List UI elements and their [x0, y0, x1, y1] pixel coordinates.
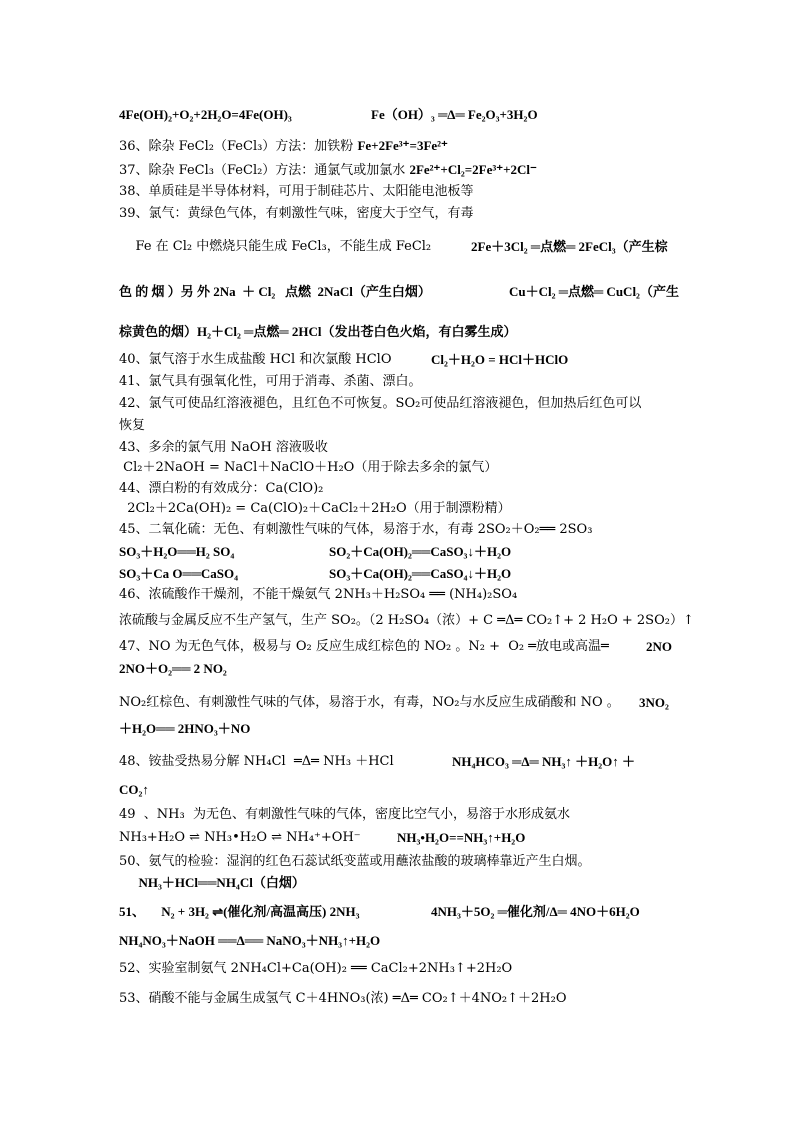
- line-48b: CO₂↑: [119, 782, 149, 797]
- line-1: 4Fe(OH)₂+O₂+2H₂O=4Fe(OH)₃ Fe（OH）₃ ═Δ═ Fe₂O₃+3H₂O: [119, 107, 538, 122]
- line-52: 52、实验室制氨气 2NH₄Cl+Ca(OH)₂ ══ CaCl₂+2NH₃↑+2H₂O: [119, 961, 513, 976]
- line-42b: 恢复: [119, 418, 146, 433]
- line-46b: 浓硫酸与金属反应不生产氢气，生产 SO₂。（2 H₂SO₄（浓）+ C ═Δ═ CO₂↑+ 2 H₂O + 2SO₂）↑: [119, 613, 694, 628]
- line-41: 41、氯气具有强氧化性，可用于消毒、杀菌、漂白。: [119, 374, 422, 389]
- line-39c: 色 的 烟 ）另 外 2Na ＋ Cl₂ 点燃 2NaCl（产生白烟） Cu＋Cl₂ ═点燃═ CuCl₂（产生: [119, 284, 679, 299]
- line-36: 36、除杂 FeCl₂（FeCl₃）方法：加铁粉 Fe+2Fe³⁺=3Fe²⁺: [119, 138, 448, 154]
- line-44b: 2Cl₂＋2Ca(OH)₂ = Ca(ClO)₂＋CaCl₂＋2H₂O（用于制漂粉精）: [119, 501, 511, 516]
- line-47c: NO₂红棕色、有刺激性气味的气体，易溶于水，有毒，NO₂与水反应生成硝酸和 NO 。 3NO₂: [119, 695, 669, 710]
- line-49: 49 、NH₃ 为无色、有刺激性气味的气体，密度比空气小，易溶于水形成氨水: [119, 807, 570, 822]
- line-48: 48、铵盐受热易分解 NH₄Cl ═Δ═ NH₃ ＋HCl NH₄HCO₃ ═Δ═ NH₃↑ ＋H₂O↑ ＋: [119, 754, 635, 769]
- line-38: 38、单质硅是半导体材料，可用于制硅芯片、太阳能电池板等: [119, 184, 474, 199]
- line-39: 39、氯气：黄绿色气体，有刺激性气味，密度大于空气，有毒: [119, 206, 474, 221]
- line-49b: NH₃+H₂O ⇌ NH₃•H₂O ⇌ NH₄⁺+OH⁻ NH₃•H₂O==NH₃↑+H₂O: [119, 830, 526, 845]
- line-47: 47、NO 为无色气体，极易与 O₂ 反应生成红棕色的 NO₂ 。N₂ + O₂ ═放电或高温═ 2NO: [119, 639, 672, 654]
- line-44: 44、漂白粉的有效成分：Ca(ClO)₂: [119, 481, 324, 496]
- line-46: 46、浓硫酸作干燥剂，不能干燥氨气 2NH₃＋H₂SO₄ ══ (NH₄)₂SO₄: [119, 587, 518, 602]
- line-47d: ＋H₂O══ 2HNO₃＋NO: [119, 721, 251, 736]
- line-51: 51、 N₂ + 3H₂ ⇌(催化剂/高温高压) 2NH₃ 4NH₃＋5O₂ ═催化剂/Δ═ 4NO＋6H₂O: [119, 904, 640, 919]
- line-40: 40、氯气溶于水生成盐酸 HCl 和次氯酸 HClO Cl₂＋H₂O = HCl＋HClO: [119, 352, 569, 367]
- line-45: 45、二氧化硫：无色、有刺激性气味的气体，易溶于水，有毒 2SO₂＋O₂══ 2SO₃: [119, 522, 593, 537]
- line-42: 42、氯气可使品红溶液褪色，且红色不可恢复。SO₂可使品红溶液褪色，但加热后红色可以: [119, 396, 642, 411]
- line-50b: NH₃＋HCl══NH₄Cl（白烟）: [119, 875, 305, 890]
- line-43: 43、多余的氯气用 NaOH 溶液吸收: [119, 440, 328, 455]
- line-43b: Cl₂＋2NaOH = NaCl＋NaClO＋H₂O（用于除去多余的氯气）: [119, 460, 498, 475]
- line-50: 50、氨气的检验：湿润的红色石蕊试纸变蓝或用蘸浓盐酸的玻璃棒靠近产生白烟。: [119, 854, 591, 869]
- line-39b: Fe 在 Cl₂ 中燃烧只能生成 FeCl₃，不能生成 FeCl₂ 2Fe＋3Cl₂ ═点燃═ 2FeCl₃（产生棕: [119, 239, 668, 254]
- line-51b: NH₄NO₃＋NaOH ══Δ══ NaNO₃＋NH₃↑+H₂O: [119, 933, 381, 948]
- line-39d: 棕黄色的烟）H₂＋Cl₂ ═点燃═ 2HCl（发出苍白色火焰，有白雾生成）: [119, 324, 517, 339]
- line-45b: SO₃＋H₂O══H₂ SO₄ SO₂＋Ca(OH)₂══CaSO₃↓＋H₂O: [119, 544, 512, 559]
- line-45c: SO₃＋Ca O══CaSO₄ SO₃＋Ca(OH)₂══CaSO₄↓＋H₂O: [119, 566, 512, 581]
- line-47b: 2NO＋O₂══ 2 NO₂: [119, 661, 227, 676]
- line-37: 37、除杂 FeCl₃（FeCl₂）方法：通氯气或加氯水 2Fe²⁺+Cl₂=2Fe³⁺+2Cl⁻: [119, 162, 537, 178]
- line-53: 53、硝酸不能与金属生成氢气 C＋4HNO₃(浓) ═Δ═ CO₂↑＋4NO₂↑＋2H₂O: [119, 991, 567, 1006]
